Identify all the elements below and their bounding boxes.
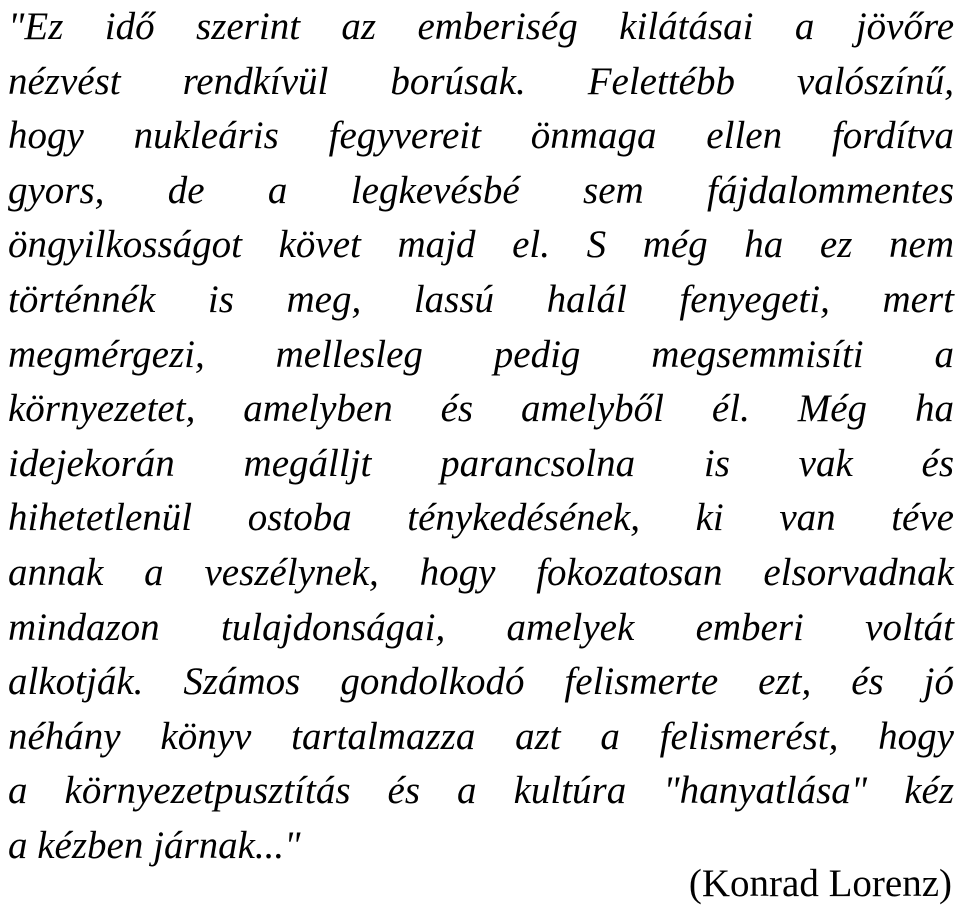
quote-line: öngyilkosságot követ majd el. S még ha ez nem <box>8 223 954 267</box>
quote-line: környezetet, amelyben és amelyből él. Még ha <box>8 387 954 431</box>
quote-line-last: a kézben járnak..." <box>8 823 301 867</box>
quote-line: alkotják. Számos gondolkodó felismerte ezt, és jó <box>8 660 954 704</box>
quote-line: megmérgezi, mellesleg pedig megsemmisíti a <box>8 332 954 376</box>
quote-line: történnék is meg, lassú halál fenyegeti, mert <box>8 277 954 321</box>
quote-line: a környezetpusztítás és a kultúra "hanyatlása" kéz <box>8 769 954 813</box>
quote-line: annak a veszélynek, hogy fokozatosan elsorvadnak <box>8 550 954 594</box>
quote-line: hogy nukleáris fegyvereit önmaga ellen fordítva <box>8 114 954 158</box>
quote-attribution: (Konrad Lorenz) <box>688 862 952 905</box>
quote-line: néhány könyv tartalmazza azt a felismerést, hogy <box>8 714 954 758</box>
quote-line: mindazon tulajdonságai, amelyek emberi voltát <box>8 605 954 649</box>
quote-block <box>8 0 954 874</box>
quote-line: gyors, de a legkevésbé sem fájdalommentes <box>8 168 954 212</box>
quote-line: nézvést rendkívül borúsak. Felettébb valószínű, <box>8 59 954 103</box>
quote-line: hihetetlenül ostoba ténykedésének, ki van téve <box>8 496 954 540</box>
quote-line: "Ez idő szerint az emberiség kilátásai a jövőre <box>8 5 954 48</box>
quote-line: idejekorán megálljt parancsolna is vak és <box>8 441 954 485</box>
